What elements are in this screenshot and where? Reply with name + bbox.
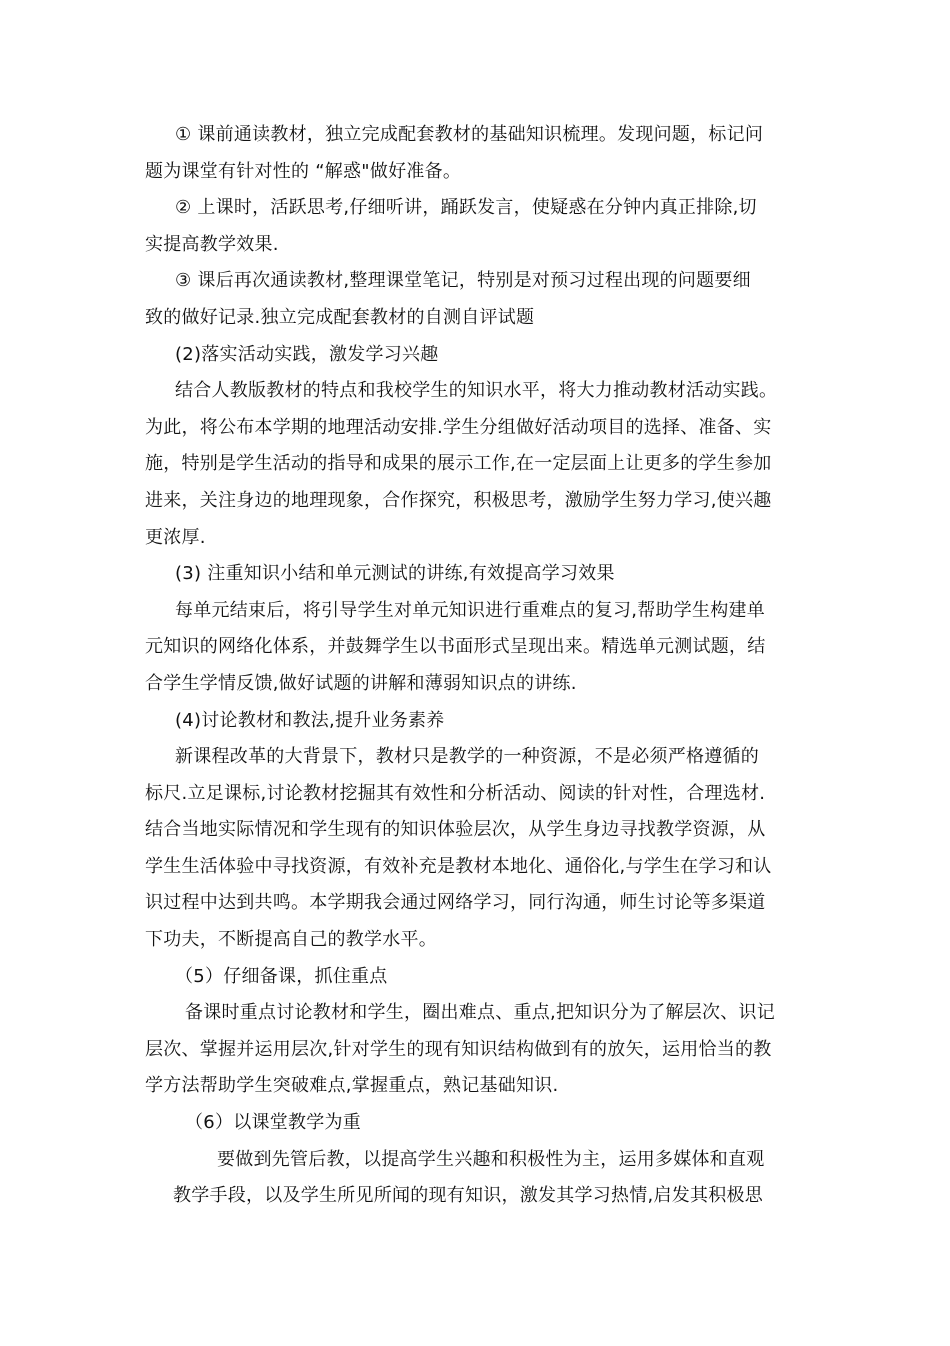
document-body — [145, 117, 810, 1215]
text-line: 学生生活体验中寻找资源，有效补充是教材本地化、通俗化,与学生在学习和认 — [145, 855, 772, 877]
text-line: （6）以课堂教学为重 — [185, 1112, 361, 1134]
text-line: 合学生学情反馈,做好试题的讲解和薄弱知识点的讲练. — [145, 672, 577, 694]
text-line: （5）仔细备课，抓住重点 — [175, 965, 388, 987]
text-line: (4)讨论教材和教法,提升业务素养 — [175, 709, 445, 731]
text-line: 结合人教版教材的特点和我校学生的知识水平，将大力推动教材活动实践。 — [175, 380, 778, 402]
text-line: (2)落实活动实践，激发学习兴趣 — [175, 343, 439, 365]
text-line: 结合当地实际情况和学生现有的知识体验层次，从学生身边寻找教学资源，从 — [145, 819, 766, 841]
text-line: 下功夫，不断提高自己的教学水平。 — [145, 929, 437, 951]
text-line: 备课时重点讨论教材和学生，圈出难点、重点,把知识分为了解层次、识记 — [185, 1002, 775, 1024]
text-line: 每单元结束后，将引导学生对单元知识进行重难点的复习,帮助学生构建单 — [175, 599, 765, 621]
text-line: 层次、掌握并运用层次,针对学生的现有知识结构做到有的放矢，运用恰当的教 — [145, 1038, 772, 1060]
text-line: ③ 课后再次通读教材,整理课堂笔记，特别是对预习过程出现的问题要细 — [175, 270, 751, 292]
text-line: 为此，将公布本学期的地理活动安排.学生分组做好活动项目的选择、准备、实 — [145, 416, 772, 438]
text-line: ① 课前通读教材，独立完成配套教材的基础知识梳理。发现问题，标记问 — [175, 124, 764, 145]
text-line: 实提高教学效果. — [145, 233, 279, 255]
text-line: 学方法帮助学生突破难点,掌握重点，熟记基础知识. — [145, 1075, 559, 1097]
text-line: 新课程改革的大背景下，教材只是教学的一种资源，不是必须严格遵循的 — [175, 746, 759, 768]
text-line: 教学手段，以及学生所见所闻的现有知识，激发其学习热情,启发其积极思 — [173, 1185, 763, 1207]
text-line: 标尺.立足课标,讨论教材挖掘其有效性和分析活动、阅读的针对性，合理选材. — [145, 782, 766, 804]
text-line: 要做到先管后教，以提高学生兴趣和积极性为主，运用多媒体和直观 — [217, 1148, 765, 1170]
text-line: 致的做好记录.独立完成配套教材的自测自评试题 — [145, 306, 535, 328]
text-line: 元知识的网络化体系，并鼓舞学生以书面形式呈现出来。精选单元测试题，结 — [145, 636, 766, 658]
text-line: ② 上课时，活跃思考,仔细听讲，踊跃发言，使疑惑在分钟内真正排除,切 — [175, 197, 757, 219]
text-line: 进来，关注身边的地理现象，合作探究，积极思考，激励学生努力学习,使兴趣 — [145, 489, 772, 511]
text-line: 施，特别是学生活动的指导和成果的展示工作,在一定层面上让更多的学生参加 — [145, 453, 772, 475]
text-line: 题为课堂有针对性的 “解惑"做好准备。 — [145, 160, 462, 182]
text-line: 更浓厚. — [145, 526, 206, 548]
text-line: 识过程中达到共鸣。本学期我会通过网络学习，同行沟通，师生讨论等多渠道 — [145, 892, 766, 914]
text-line: (3) 注重知识小结和单元测试的讲练,有效提高学习效果 — [175, 563, 615, 585]
